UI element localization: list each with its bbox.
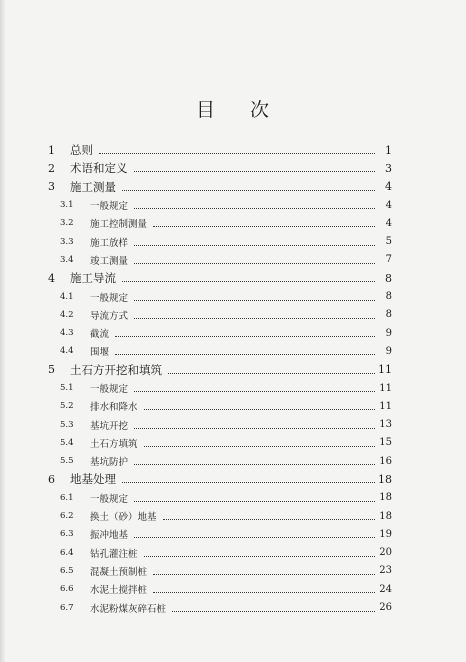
dot-leader: [134, 463, 375, 465]
toc-entry-label: 总则: [70, 143, 93, 158]
toc-entry-number: 2: [48, 161, 55, 175]
toc-entry-label: 一般规定: [90, 493, 129, 505]
dot-leader: [134, 317, 375, 319]
toc-section-entry: [40, 434, 392, 452]
toc-section-entry: [40, 489, 392, 507]
dot-leader: [122, 481, 375, 483]
toc-entry-page-number: 8: [385, 291, 392, 303]
dot-leader: [153, 225, 375, 227]
toc-entry-page-number: 11: [379, 400, 392, 412]
dot-leader: [134, 262, 375, 264]
page-title: [0, 95, 466, 122]
toc-entry-page-number: 8: [385, 309, 392, 321]
title-char-1: 目: [195, 99, 216, 121]
toc-section-entry: [40, 232, 392, 250]
dot-leader: [134, 299, 375, 301]
dot-leader: [134, 536, 375, 538]
toc-entry-number: 5.3: [60, 419, 74, 430]
toc-section-entry: [40, 214, 392, 232]
toc-entry-page-number: 13: [379, 419, 392, 431]
toc-section-entry: [40, 562, 392, 580]
dot-leader: [134, 500, 375, 502]
toc-entry-label: 施工放样: [90, 237, 129, 249]
toc-entry-label: 术语和定义: [70, 161, 128, 176]
dot-leader: [168, 372, 375, 374]
toc-chapter-entry: [40, 141, 392, 159]
toc-entry-number: 4.4: [60, 346, 74, 357]
toc-entry-page-number: 5: [385, 236, 392, 248]
toc-section-entry: [40, 342, 392, 360]
title-char-2: 次: [250, 99, 271, 121]
toc-chapter-entry: [40, 470, 392, 488]
toc-chapter-entry: [40, 178, 392, 196]
toc-section-entry: [40, 415, 392, 433]
toc-entry-number: 6.5: [60, 565, 74, 576]
dot-leader: [134, 427, 375, 429]
toc-entry-page-number: 16: [379, 455, 392, 467]
dot-leader: [134, 390, 375, 392]
toc-entry-label: 施工测量: [70, 179, 116, 194]
toc-entry-label: 土石方开挖和填筑: [70, 362, 162, 377]
toc-entry-label: 基坑防护: [90, 457, 129, 469]
dot-leader: [144, 445, 375, 447]
toc-entry-number: 6.6: [60, 584, 74, 595]
toc-entry-page-number: 11: [379, 382, 392, 394]
toc-section-entry: [40, 379, 392, 397]
toc-entry-page-number: 26: [379, 602, 392, 614]
dot-leader: [134, 170, 376, 172]
toc-entry-label: 排水和降水: [90, 402, 138, 414]
toc-entry-page-number: 1: [385, 143, 392, 157]
dot-leader: [134, 207, 375, 209]
toc-entry-page-number: 23: [379, 565, 392, 577]
toc-entry-number: 6.4: [60, 547, 74, 558]
toc-entry-number: 6.2: [60, 511, 74, 522]
toc-entry-number: 5.4: [60, 437, 74, 448]
toc-section-entry: [40, 324, 392, 342]
toc-entry-label: 水泥土搅拌桩: [90, 585, 148, 597]
toc-entry-page-number: 4: [385, 199, 392, 211]
toc-section-entry: [40, 525, 392, 543]
toc-entry-page-number: 18: [379, 510, 392, 522]
toc-entry-page-number: 4: [385, 217, 392, 229]
dot-leader: [153, 573, 375, 575]
toc-entry-number: 4: [48, 271, 55, 285]
toc-entry-page-number: 9: [385, 345, 392, 357]
toc-entry-page-number: 8: [385, 271, 392, 285]
toc-section-entry: [40, 397, 392, 415]
toc-entry-page-number: 18: [378, 472, 392, 486]
toc-entry-page-number: 20: [379, 547, 392, 559]
toc-entry-number: 4.2: [60, 309, 74, 320]
dot-leader: [115, 335, 375, 337]
dot-leader: [115, 353, 375, 355]
toc-entry-number: 6: [48, 472, 55, 486]
toc-entry-label: 地基处理: [70, 472, 116, 487]
toc-entry-number: 3.3: [60, 236, 74, 247]
toc-entry-label: 钻孔灌注桩: [90, 548, 138, 560]
toc-entry-page-number: 3: [385, 161, 392, 175]
dot-leader: [172, 610, 375, 612]
toc-entry-number: 4.3: [60, 328, 74, 339]
toc-entry-number: 4.1: [60, 291, 74, 302]
toc-entry-label: 换土（砂）地基: [90, 512, 157, 524]
toc-entry-label: 一般规定: [90, 292, 129, 304]
toc-entry-label: 水泥粉煤灰碎石桩: [90, 603, 167, 615]
toc-entry-label: 混凝土预制桩: [90, 566, 148, 578]
toc-entry-number: 6.7: [60, 602, 74, 613]
toc-section-entry: [40, 580, 392, 598]
toc-section-entry: [40, 306, 392, 324]
toc-entry-number: 5.2: [60, 401, 74, 412]
toc-section-entry: [40, 196, 392, 214]
toc-entry-label: 截流: [90, 329, 110, 341]
toc-entry-label: 土石方填筑: [90, 438, 138, 450]
toc-section-entry: [40, 251, 392, 269]
toc-entry-page-number: 18: [379, 492, 392, 504]
toc-entry-page-number: 4: [385, 180, 392, 194]
toc-entry-label: 一般规定: [90, 201, 129, 213]
dot-leader: [99, 152, 375, 154]
toc-chapter-entry: [40, 269, 392, 287]
toc-entry-number: 5.5: [60, 456, 74, 467]
toc-entry-label: 基坑开挖: [90, 420, 129, 432]
toc-section-entry: [40, 544, 392, 562]
toc-entry-number: 3.1: [60, 200, 74, 211]
dot-leader: [134, 244, 375, 246]
toc-entry-label: 施工控制测量: [90, 219, 148, 231]
toc-entry-number: 6.1: [60, 492, 74, 503]
toc-section-entry: [40, 598, 392, 616]
toc-entry-number: 3: [48, 180, 55, 194]
toc-entry-label: 导流方式: [90, 310, 129, 322]
dot-leader: [163, 518, 375, 520]
toc-entry-label: 竣工测量: [90, 255, 129, 267]
toc-entry-number: 5: [48, 363, 55, 377]
dot-leader: [122, 280, 375, 282]
dot-leader: [122, 189, 375, 191]
toc-entry-page-number: 11: [378, 363, 392, 377]
toc-section-entry: [40, 507, 392, 525]
toc-entry-page-number: 15: [379, 437, 392, 449]
toc-entry-label: 围堰: [90, 347, 110, 359]
toc-entry-number: 3.2: [60, 218, 74, 229]
toc-chapter-entry: [40, 159, 392, 177]
toc-entry-number: 1: [48, 143, 55, 157]
toc-entry-number: 5.1: [60, 383, 74, 393]
toc-entry-page-number: 7: [385, 254, 392, 266]
toc-entry-label: 一般规定: [90, 384, 129, 395]
toc-entry-page-number: 19: [379, 528, 392, 540]
toc-entry-number: 6.3: [60, 529, 74, 540]
table-of-contents: [40, 141, 392, 617]
toc-section-entry: [40, 452, 392, 470]
toc-chapter-entry: [40, 361, 392, 379]
toc-entry-label: 施工导流: [70, 271, 116, 286]
toc-section-entry: [40, 287, 392, 305]
toc-entry-label: 振冲地基: [90, 530, 129, 542]
dot-leader: [153, 591, 375, 593]
toc-entry-page-number: 24: [379, 583, 392, 595]
dot-leader: [144, 555, 375, 557]
toc-entry-page-number: 9: [385, 327, 392, 339]
dot-leader: [144, 408, 375, 410]
toc-entry-number: 3.4: [60, 254, 74, 265]
